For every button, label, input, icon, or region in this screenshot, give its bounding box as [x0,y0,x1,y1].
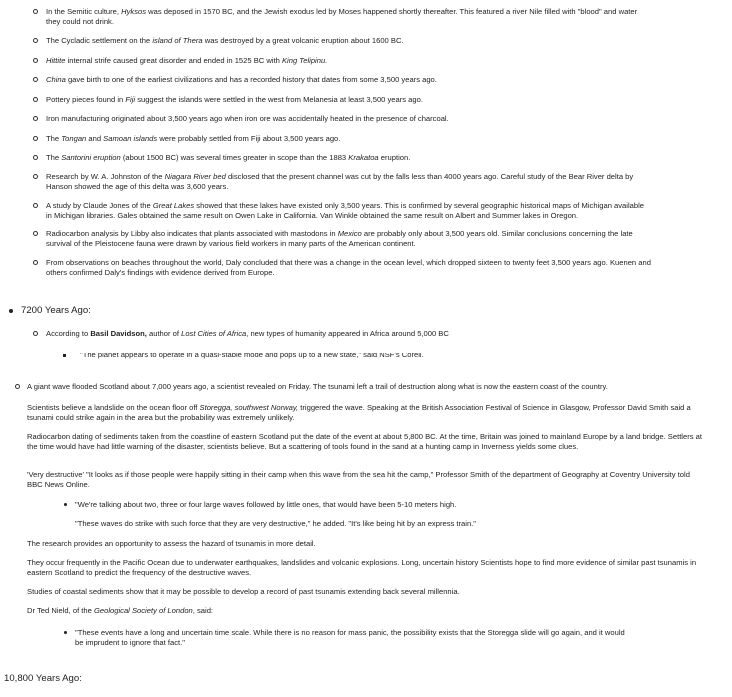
text-run: showed that these lakes have existed only 3,500 years. This is confirmed by several geographic historical maps of Michigan available in Michigan libraries. Gales obtained the same result on Owen Lake in California. Van Winkle obtained the same result on Albert and Summer lakes in Oregon. [46,201,645,220]
text-run: Research by W. A. Johnston of the [46,172,165,181]
text-run: was deposed in 1570 BC, and the Jewish exodus led by Moses happened shortly thereafter. This featured a river Nile filled with "blood" and water they could not drink. [46,7,638,26]
scotland-storegga-para [27,403,707,422]
event-china [46,75,651,85]
italic-run: Santorini eruption [61,153,121,162]
scotland-destructive-para [27,470,707,489]
text-run: author of [146,329,182,338]
text-run: Iron manufacturing originated about 3,500 years ago when iron ore was accidentally heated in the presence of charcoal. [46,114,449,123]
event-tonga [46,134,651,144]
italic-run: Great Lakes [152,201,195,210]
event-iron [46,114,651,124]
clipped-quote: "The planet appears to operate in a quasi-stable mode and pops up to a new state," said NSF's Corell. [80,353,424,359]
text-run: internal strife caused great disorder and ended in 1525 BC with [65,56,282,65]
text-run: According to [46,329,91,338]
event-fiji [46,95,651,105]
text-run: were probably settled from Fiji about 3,500 years ago. [157,134,341,143]
event-santorini [46,153,651,163]
para-studies: Studies of coastal sediments show that it may be possible to develop a record of past tsunamis extending back several millennia. [27,587,460,596]
italic-run: King Telipinu. [281,56,328,65]
quote-meters: "We're talking about two, three or four large waves followed by little ones, that would have been 5-10 meters high. [75,500,635,510]
davidson-item [46,329,686,339]
event-niagara [46,172,651,191]
scotland-lead: A giant wave flooded Scotland about 7,000 years ago, a scientist revealed on Friday. The tsunami left a trail of destruction along what is now the eastern coast of the country. [27,382,707,392]
text-run: gave birth to one of the earliest civilizations and has a recorded history that dates from some 3,500 years ago. [65,75,437,84]
italic-run: Lost Cities of Africa [181,329,247,338]
para-pacific: They occur frequently in the Pacific Ocean due to underwater earthquakes, landslides and volcanic explosions. Long, uncertain history Scientists hope to find more evidence of similar past tsunamis in eastern Scotland to predict the frequency of the destructive waves. [27,558,697,577]
text-run: Radiocarbon dating of sediments taken from the coastline of eastern Scotland put the date of the event at about 5,800 BC. At the time, Britain was joined to mainland Europe by a land bridge. Settlers at the time would have had little warning of the disaster, scientists believe. But a scattering of tools found in the sand at a hunting camp in Inverness yields some clues. [27,432,702,451]
text-run: eruption. [378,153,411,162]
quote-express-train: "These waves do strike with such force that they are very destructive," he added. "It's like being hit by an express train." [75,519,476,528]
event-mexico [46,229,651,248]
italic-run: Storegga, southwest Norway, [199,403,299,412]
text-run: and [86,134,104,143]
text-run: , said: [192,606,214,615]
text-run: The [46,134,62,143]
text-run: (about 1500 BC) was several times greater in scope than the 1883 [120,153,349,162]
italic-run: island of Thera [152,36,203,45]
event-great-lakes [46,201,651,220]
text-run: Scientists believe a landslide on the ocean floor off [27,403,200,412]
event-daly [46,258,651,277]
italic-run: Fiji [125,95,136,104]
italic-run: Hittite [46,56,66,65]
event-thera [46,36,651,46]
italic-run: Tongan [61,134,87,143]
text-run: Dr Ted Nield, of the [27,606,94,615]
para-nield [27,606,707,616]
text-run: was destroyed by a great volcanic eruption about 1600 BC. [202,36,404,45]
text-run: suggest the islands were settled in the west from Melanesia at least 3,500 years ago. [135,95,423,104]
quote-storegga: "These events have a long and uncertain time scale. While there is no reason for mass panic, the possibility exists that the Storegga slide will go again, and it would be imprudent to ignore that fact." [75,628,635,647]
heading-10800-years-ago: 10,800 Years Ago: [4,673,82,684]
italic-run: Mexico [337,229,362,238]
italic-run: China [46,75,66,84]
italic-run: Geological Society of London [93,606,193,615]
text-run: Pottery pieces found in [46,95,126,104]
bold-run: Basil Davidson, [90,329,147,338]
square-bullet-icon [63,354,66,357]
text-run: triggered the wave. Speaking at the British Association Festival of Science in Glasgow, Professor David Smith said a tsunami could strike again in the area but the probability was extremely unlikely. [27,403,691,422]
text-run: disclosed that the present channel was cut by the falls less than 4000 years ago. Careful study of the Bear River delta by Hanson showed the age of this delta was 3,600 years. [46,172,634,191]
italic-run: Krakatoa [348,153,379,162]
text-run: In the Semitic culture, [46,7,122,16]
italic-run: Niagara River bed [164,172,226,181]
text-run: Radiocarbon analysis by Libby also indicates that plants associated with mastodons in [46,229,338,238]
text-run: From observations on beaches throughout the world, Daly concluded that there was a change in the ocean level, which dropped sixteen to twenty feet 3,500 years ago. Kuenen and others confirmed Daly's findings with evidence derived from Europe. [46,258,651,277]
italic-run: Samoan islands [103,134,158,143]
event-hittite [46,56,651,66]
heading-7200-years-ago: 7200 Years Ago: [21,305,91,316]
text-run: are probably only about 3,500 years old. Similar conclusions concerning the late survival of the Pleistocene fauna were drawn by various field workers in many parts of the American continent. [46,229,633,248]
scotland-radiocarbon-para [27,432,707,451]
event-hyksos [46,7,651,26]
italic-run: Hyksos [121,7,147,16]
text-run: , new types of humanity appeared in Africa around 5,000 BC [246,329,449,338]
text-run: The Cycladic settlement on the [46,36,153,45]
text-run: The [46,153,62,162]
para-research: The research provides an opportunity to assess the hazard of tsunamis in more detail. [27,539,316,548]
text-run: 'Very destructive' "It looks as if those people were happily sitting in their camp when this wave from the sea hit the camp," Professor Smith of the department of Geography at Coventry University told BBC News Online. [27,470,690,489]
text-run: A study by Claude Jones of the [46,201,153,210]
